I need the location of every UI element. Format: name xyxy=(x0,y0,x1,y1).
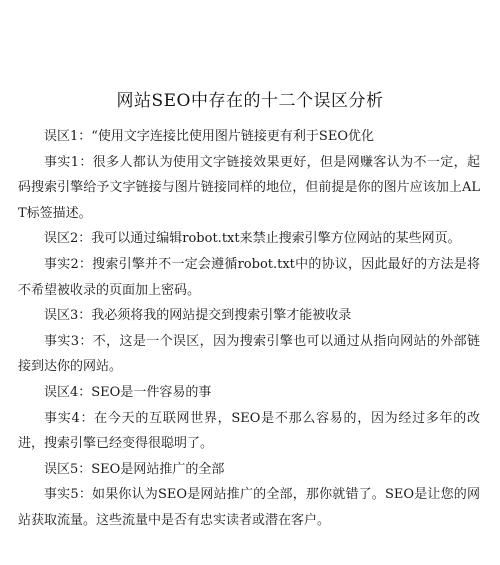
paragraph-fact-1: 事实1：很多人都认为使用文字链接效果更好，但是网赚客认为不一定，起码搜索引擎给予文字链接与图片链接同样的地位，但前提是你的图片应该加上ALT标签描述。 xyxy=(18,154,480,221)
paragraph-myth-4: 误区4：SEO是一件容易的事 xyxy=(44,384,212,400)
document-title: 网站SEO中存在的十二个误区分析 xyxy=(116,91,384,111)
paragraph-fact-5: 事实5：如果你认为SEO是网站推广的全部，那你就错了。SEO是让您的网站获取流量。这些流量中是否有忠实读者或潜在客户。 xyxy=(18,487,480,528)
paragraph-myth-5: 误区5：SEO是网站推广的全部 xyxy=(44,461,225,477)
paragraph-fact-3: 事实3：不，这是一个误区，因为搜索引擎也可以通过从指向网站的外部链接到达你的网站。 xyxy=(18,333,480,375)
paragraph-myth-3: 误区3：我必须将我的网站提交到搜索引擎才能被收录 xyxy=(44,308,352,324)
paragraph-fact-4: 事实4：在今天的互联网世界，SEO是不那么容易的，因为经过多年的改进，搜索引擎已经变得很聪明了。 xyxy=(18,410,480,452)
paragraph-fact-2: 事实2：搜索引擎并不一定会遵循robot.txt中的协议，因此最好的方法是将不希望被收录的页面加上密码。 xyxy=(18,256,480,298)
paragraph-myth-1: 误区1：“使用文字连接比使用图片链接更有利于SEO优化 xyxy=(44,129,374,144)
paragraph-myth-2: 误区2：我可以通过编辑robot.txt来禁止搜索引擎方位网站的某些网页。 xyxy=(44,231,461,247)
document-body xyxy=(18,124,480,534)
